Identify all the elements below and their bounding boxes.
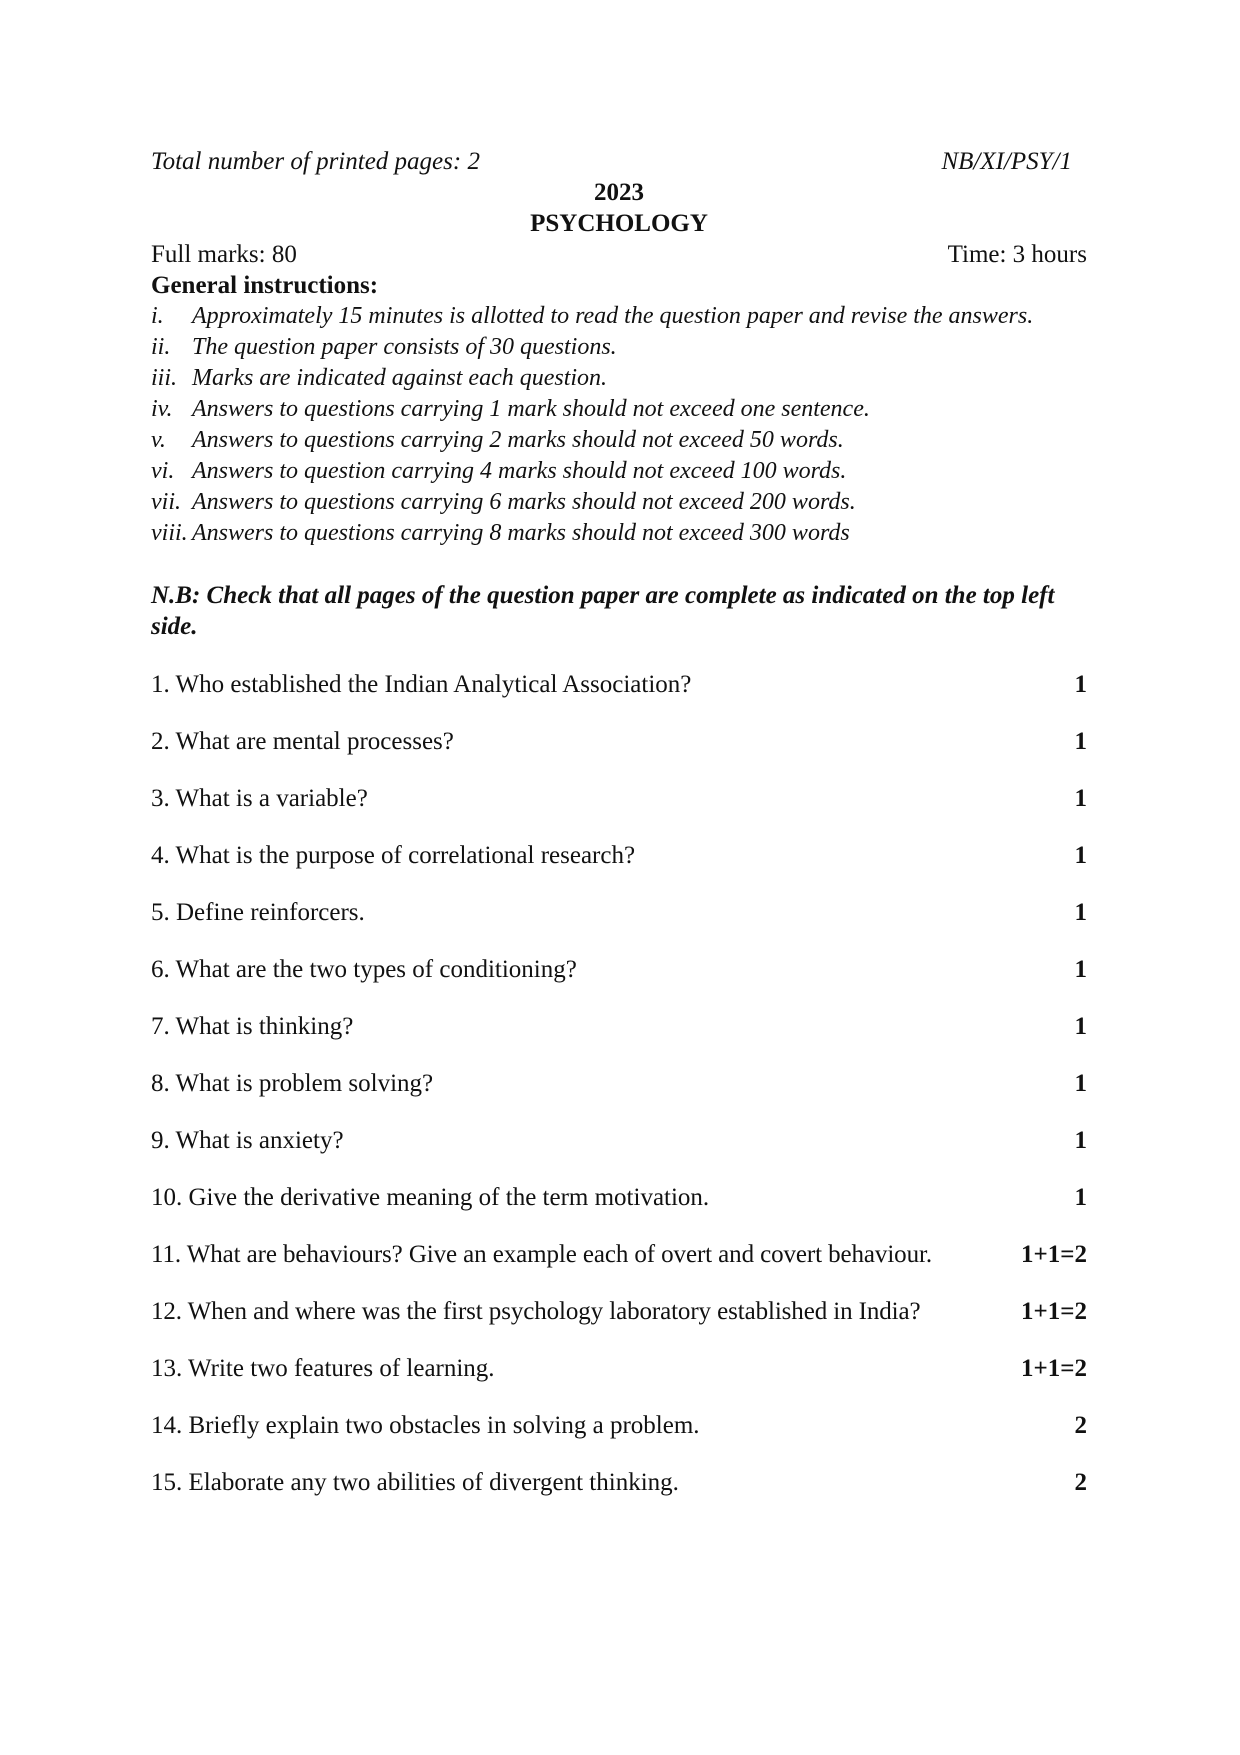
instruction-item: [151, 363, 1087, 394]
total-pages-text: Total number of printed pages: 2: [151, 148, 480, 175]
question-row: [151, 1011, 1087, 1042]
instruction-text: Answers to questions carrying 2 marks should not exceed 50 words.: [192, 427, 844, 453]
question-mark: 1: [1074, 899, 1087, 926]
instruction-number: i.: [151, 303, 164, 329]
question-mark: 1: [1074, 842, 1087, 869]
question-mark: 1: [1074, 1070, 1087, 1097]
header-top-row: [151, 146, 1087, 177]
question-text: 4. What is the purpose of correlational research?: [151, 842, 636, 869]
question-text: 9. What is anxiety?: [151, 1127, 344, 1154]
paper-code: NB/XI/PSY/1: [941, 148, 1072, 175]
instruction-item: [151, 518, 1087, 549]
nb-note: N.B: Check that all pages of the question paper are complete as indicated on the top left side.: [151, 582, 1055, 640]
time-allowed: Time: 3 hours: [947, 241, 1087, 268]
question-text: 8. What is problem solving?: [151, 1070, 434, 1097]
exam-year: 2023: [594, 179, 644, 206]
question-row: [151, 726, 1087, 757]
question-row: [151, 1239, 1087, 1270]
instruction-number: iii.: [151, 365, 178, 391]
instruction-item: [151, 487, 1087, 518]
instructions-list: [151, 301, 1087, 549]
instruction-number: viii.: [151, 520, 188, 546]
question-row: [151, 954, 1087, 985]
question-row: [151, 1068, 1087, 1099]
instruction-item: [151, 301, 1087, 332]
question-row: [151, 1296, 1087, 1327]
question-text: 14. Briefly explain two obstacles in solving a problem.: [151, 1412, 700, 1439]
questions-list: [151, 669, 1087, 1498]
question-mark: 1: [1074, 728, 1087, 755]
question-text: 15. Elaborate any two abilities of divergent thinking.: [151, 1469, 679, 1496]
question-text: 3. What is a variable?: [151, 785, 368, 812]
question-text: 11. What are behaviours? Give an example each of overt and covert behaviour.: [151, 1241, 932, 1268]
question-row: [151, 783, 1087, 814]
instruction-item: [151, 394, 1087, 425]
question-mark: 1+1=2: [1021, 1241, 1087, 1268]
question-text: 2. What are mental processes?: [151, 728, 454, 755]
question-row: [151, 669, 1087, 700]
question-text: 7. What is thinking?: [151, 1013, 354, 1040]
question-mark: 1: [1074, 671, 1087, 698]
question-paper-page: [151, 146, 1087, 1524]
question-row: [151, 1182, 1087, 1213]
general-instructions-title: General instructions:: [151, 272, 379, 299]
question-text: 13. Write two features of learning.: [151, 1355, 495, 1382]
instruction-number: v.: [151, 427, 166, 453]
question-text: 5. Define reinforcers.: [151, 899, 365, 926]
question-text: 6. What are the two types of conditioning?: [151, 956, 577, 983]
question-row: [151, 1353, 1087, 1384]
instruction-text: Marks are indicated against each question.: [192, 365, 608, 391]
instruction-text: Approximately 15 minutes is allotted to read the question paper and revise the answers.: [192, 303, 1034, 329]
question-mark: 1: [1074, 1127, 1087, 1154]
question-mark: 1: [1074, 1013, 1087, 1040]
instruction-number: ii.: [151, 334, 171, 360]
question-mark: 1: [1074, 785, 1087, 812]
question-mark: 1: [1074, 1184, 1087, 1211]
question-row: [151, 1467, 1087, 1498]
question-row: [151, 1125, 1087, 1156]
subject-title: PSYCHOLOGY: [530, 210, 708, 237]
instruction-number: vii.: [151, 489, 181, 515]
question-row: [151, 897, 1087, 928]
instruction-text: Answers to question carrying 4 marks should not exceed 100 words.: [192, 458, 847, 484]
instruction-text: The question paper consists of 30 questions.: [192, 334, 617, 360]
question-text: 10. Give the derivative meaning of the term motivation.: [151, 1184, 710, 1211]
marks-time-row: [151, 239, 1087, 270]
question-mark: 1+1=2: [1021, 1298, 1087, 1325]
question-text: 1. Who established the Indian Analytical Association?: [151, 671, 692, 698]
question-row: [151, 840, 1087, 871]
instruction-text: Answers to questions carrying 1 mark should not exceed one sentence.: [192, 396, 870, 422]
question-mark: 1: [1074, 956, 1087, 983]
instruction-item: [151, 456, 1087, 487]
question-mark: 2: [1074, 1412, 1087, 1439]
full-marks: Full marks: 80: [151, 241, 297, 268]
instruction-text: Answers to questions carrying 6 marks should not exceed 200 words.: [192, 489, 856, 515]
instruction-item: [151, 332, 1087, 363]
instruction-number: iv.: [151, 396, 173, 422]
question-row: [151, 1410, 1087, 1441]
instruction-number: vi.: [151, 458, 175, 484]
question-mark: 2: [1074, 1469, 1087, 1496]
instruction-item: [151, 425, 1087, 456]
question-text: 12. When and where was the first psychology laboratory established in India?: [151, 1298, 921, 1325]
question-mark: 1+1=2: [1021, 1355, 1087, 1382]
instruction-text: Answers to questions carrying 8 marks should not exceed 300 words: [192, 520, 850, 546]
